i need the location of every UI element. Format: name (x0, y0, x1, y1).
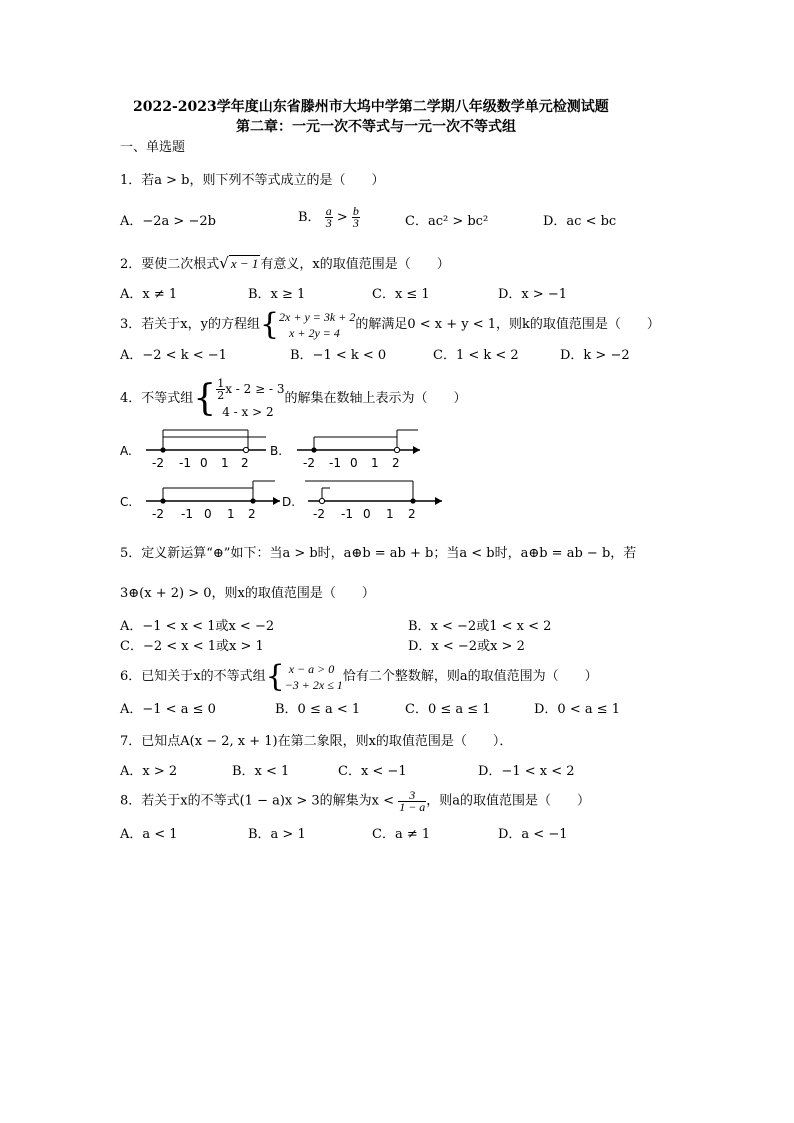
question-6-option-d[interactable]: D．0 < a ≤ 1 (534, 702, 621, 717)
left-brace: { (193, 378, 217, 419)
option-b-number-line[interactable] (270, 430, 420, 470)
question-8-option-d[interactable]: D．a < −1 (498, 827, 568, 842)
option-d-ticks (313, 507, 416, 521)
question-1-option-a[interactable]: A．−2a > −2b (120, 214, 216, 229)
question-6-stem: 6．已知关于x的不等式组{ x − a > 0 −3 + 2x ≤ 1 恰有二个整数解，则a的取值范围为（ ） (120, 659, 598, 694)
question-1-option-d[interactable]: D．ac < bc (543, 214, 617, 229)
question-3-stem: 3．若关于x，y的方程组{ 2x + y = 3k + 2 x + 2y = 4 的解满足0 < x + y < 1，则k的取值范围是（ ） (120, 307, 660, 342)
question-7-option-a[interactable]: A．x > 2 (120, 764, 178, 779)
svg-text:0: 0 (200, 456, 208, 470)
question-8-stem: 8．若关于x的不等式(1 − a)x > 3的解集为x < $\frac{3}{1 - a}$ ，则a的取值范围是（ ） (120, 788, 591, 814)
svg-text:-2: -2 (152, 507, 164, 521)
question-3-option-a[interactable]: A．−2 < k < −1 (120, 348, 227, 363)
svg-text:-2: -2 (313, 507, 325, 521)
radicand: x − 1 (230, 256, 259, 271)
option-a-label: A. (120, 444, 132, 458)
option-b-prefix: B． (298, 210, 321, 225)
question-2-option-a[interactable]: A．x ≠ 1 (120, 287, 178, 302)
fraction-a-over-3: $\frac{a}{3}$ (325, 204, 332, 230)
question-2-option-c[interactable]: C．x ≤ 1 (372, 287, 430, 302)
question-5-option-b[interactable]: B．x < −2或1 < x < 2 (408, 619, 552, 634)
svg-text:1: 1 (227, 507, 235, 521)
op-greater: > (336, 210, 348, 225)
question-8-option-b[interactable]: B．a > 1 (248, 827, 306, 842)
question-4-stem: 4．不等式组{ $\frac{1}{2}$ x - 2 ≥ - 3 4 - x > 2 的解集在数轴上表示为（ ） (120, 377, 467, 419)
svg-text:2: 2 (248, 507, 256, 521)
fraction-b-over-3: $\frac{b}{3}$ (352, 204, 359, 230)
svg-text:-1: -1 (329, 456, 341, 470)
left-brace: { (259, 307, 280, 342)
option-a-ticks (152, 456, 249, 470)
inequality-system: $\frac{1}{2}$ x - 2 ≥ - 3 4 - x > 2 (217, 377, 285, 419)
option-b-label: B. (270, 444, 283, 458)
option-d-number-line[interactable] (282, 481, 442, 521)
question-1-stem: 1．若a > b，则下列不等式成立的是（ ） (120, 173, 385, 188)
svg-text:-1: -1 (179, 456, 191, 470)
option-c-ticks (152, 507, 256, 521)
question-1-option-c[interactable]: C．ac² > bc² (405, 214, 489, 229)
inequality-system: x − a > 0 −3 + 2x ≤ 1 (284, 662, 343, 692)
question-5-option-c[interactable]: C．−2 < x < 1或x > 1 (120, 639, 264, 654)
svg-text:0: 0 (363, 507, 371, 521)
svg-text:1: 1 (371, 456, 379, 470)
svg-text:1: 1 (386, 507, 394, 521)
question-2-stem: 2．要使二次根式√ x − 1 有意义，x的取值范围是（ ） (120, 254, 450, 272)
question-5-option-a[interactable]: A．−1 < x < 1或x < −2 (120, 619, 275, 634)
question-8-option-a[interactable]: A．a < 1 (120, 827, 178, 842)
option-b-ticks (303, 456, 400, 470)
svg-text:-1: -1 (341, 507, 353, 521)
option-a-number-line[interactable] (120, 430, 266, 470)
svg-text:0: 0 (204, 507, 212, 521)
equation-system: 2x + y = 3k + 2 x + 2y = 4 (279, 310, 356, 340)
title-line-1: 2022-2023学年度山东省滕州市大坞中学第二学期八年级数学单元检测试题 (133, 99, 609, 115)
svg-text:-2: -2 (303, 456, 315, 470)
svg-text:2: 2 (241, 456, 249, 470)
svg-text:1: 1 (221, 456, 229, 470)
question-2-option-b[interactable]: B．x ≥ 1 (248, 287, 306, 302)
question-7-option-b[interactable]: B．x < 1 (232, 764, 290, 779)
question-3-option-c[interactable]: C．1 < k < 2 (433, 348, 519, 363)
section-heading: 一、单选题 (120, 140, 186, 155)
question-7-option-d[interactable]: D．−1 < x < 2 (478, 764, 575, 779)
question-3-option-b[interactable]: B．−1 < k < 0 (290, 348, 387, 363)
title-line-2: 第二章：一元一次不等式与一元一次不等式组 (236, 119, 516, 135)
question-5-option-d[interactable]: D．x < −2或x > 2 (408, 639, 525, 654)
radical-sign: √ (219, 254, 229, 272)
left-brace: { (265, 659, 285, 694)
option-c-number-line[interactable] (120, 481, 280, 521)
svg-text:0: 0 (350, 456, 358, 470)
question-3-option-d[interactable]: D．k > −2 (560, 348, 630, 363)
svg-text:2: 2 (392, 456, 400, 470)
question-6-option-c[interactable]: C．0 ≤ a ≤ 1 (405, 702, 491, 717)
option-d-label: D. (282, 495, 296, 509)
question-8-option-c[interactable]: C．a ≠ 1 (372, 827, 431, 842)
question-5-stem-line-2: 3⊕(x + 2) > 0，则x的取值范围是（ ） (120, 586, 375, 601)
question-7-stem: 7．已知点A(x − 2, x + 1)在第二象限，则x的取值范围是（ ）． (120, 734, 513, 749)
fraction-3-over-1-minus-a: $\frac{3}{1 - a}$ (399, 788, 426, 814)
option-c-label: C. (120, 495, 133, 509)
question-2-option-d[interactable]: D．x > −1 (498, 287, 568, 302)
svg-text:2: 2 (408, 507, 416, 521)
question-6-option-b[interactable]: B．0 ≤ a < 1 (275, 702, 361, 717)
svg-text:-1: -1 (181, 507, 193, 521)
question-6-option-a[interactable]: A．−1 < a ≤ 0 (120, 702, 216, 717)
question-5-stem-line-1: 5．定义新运算“⊕”如下：当a > b时，a⊕b = ab + b；当a < b时，a⊕b = ab − b，若 (120, 546, 637, 561)
question-7-option-c[interactable]: C．x < −1 (338, 764, 407, 779)
svg-text:-2: -2 (152, 456, 164, 470)
